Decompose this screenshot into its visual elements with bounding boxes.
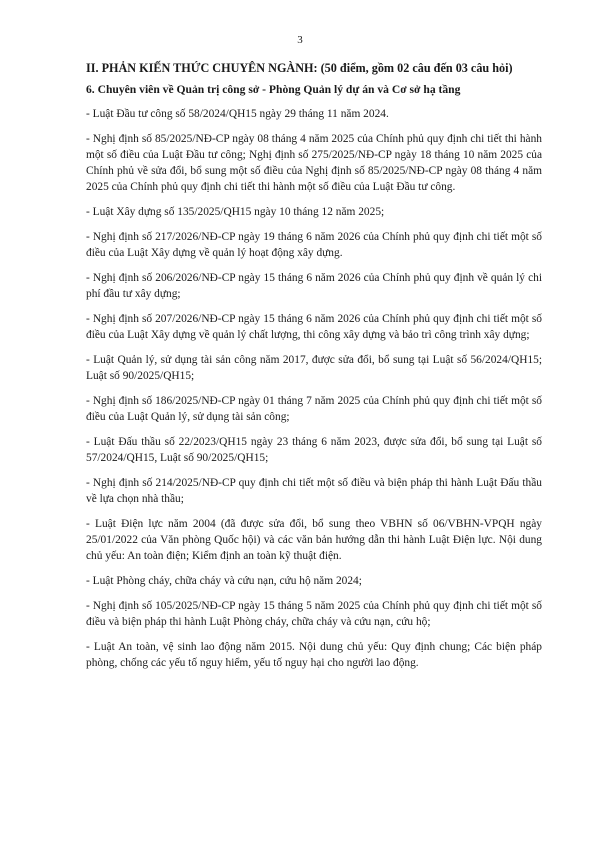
list-item: - Luật Xây dựng số 135/2025/QH15 ngày 10 tháng 12 năm 2025; <box>86 206 385 218</box>
list-item: - Luật Phòng cháy, chữa cháy và cứu nạn, cứu hộ năm 2024; <box>86 575 362 587</box>
list-item: - Nghị định số 214/2025/NĐ-CP quy định chi tiết một số điều và biện pháp thi hành Luật Đấu thầu về lựa chọn nhà thầu; <box>86 477 542 505</box>
list-item: - Luật Đầu tư công số 58/2024/QH15 ngày 29 tháng 11 năm 2024. <box>86 108 389 120</box>
list-item: - Luật Đấu thầu số 22/2023/QH15 ngày 23 tháng 6 năm 2023, được sửa đổi, bổ sung tại Luật số 57/2024/QH15, Luật số 90/2025/QH15; <box>86 436 542 464</box>
list-item: - Nghị định số 105/2025/NĐ-CP ngày 15 tháng 5 năm 2025 của Chính phủ quy định chi tiết một số điều và biện pháp thi hành Luật Phòng cháy, chữa cháy và cứu nạn, cứu hộ; <box>86 600 542 628</box>
list-item: - Luật Điện lực năm 2004 (đã được sửa đổi, bổ sung theo VBHN số 06/VBHN-VPQH ngày 25/01/2022 của Văn phòng Quốc hội) và các văn bản hướng dẫn thi hành Luật Điện lực. Nội dung chủ yếu: An toàn điện; Kiểm định an toàn kỹ thuật điện. <box>86 518 542 562</box>
sub-heading: 6. Chuyên viên về Quản trị công sở - Phòng Quản lý dự án và Cơ sở hạ tầng <box>86 83 461 96</box>
list-item: - Luật Quản lý, sử dụng tài sản công năm 2017, được sửa đổi, bổ sung tại Luật số 56/2024/QH15; Luật số 90/2025/QH15; <box>86 354 542 382</box>
section-heading: II. PHẢN KIẾN THỨC CHUYÊN NGÀNH: (50 điểm, gồm 02 câu đến 03 câu hỏi) <box>86 61 513 75</box>
list-item: - Nghị định số 85/2025/NĐ-CP ngày 08 tháng 4 năm 2025 của Chính phủ quy định chi tiết thi hành một số điều của Luật Đầu tư công; Nghị định số 275/2025/NĐ-CP ngày 18 tháng 10 năm 2025 của Chính phủ về sửa đổi, bổ sung một số điều của Nghị định số 85/2025/NĐ-CP ngày 08 tháng 4 năm 2025 của Chính phủ quy định chi tiết thi hành một số điều của Luật Đầu tư công. <box>86 133 542 193</box>
page-number: 3 <box>297 34 303 46</box>
list-item: - Nghị định số 207/2026/NĐ-CP ngày 15 tháng 6 năm 2026 của Chính phủ quy định chi tiết một số điều của Luật Xây dựng về quản lý chất lượng, thi công xây dựng và bảo trì công trình xây dựng; <box>86 313 542 341</box>
list-item: - Luật An toàn, vệ sinh lao động năm 2015. Nội dung chủ yếu: Quy định chung; Các biện pháp phòng, chống các yếu tố nguy hiểm, yếu tố nguy hại cho người lao động. <box>86 641 542 669</box>
list-item: - Nghị định số 206/2026/NĐ-CP ngày 15 tháng 6 năm 2026 của Chính phủ quy định về quản lý chi phí đầu tư xây dựng; <box>86 272 542 300</box>
list-item: - Nghị định số 186/2025/NĐ-CP ngày 01 tháng 7 năm 2025 của Chính phủ quy định chi tiết một số điều của Luật Quản lý, sử dụng tài sản công; <box>86 395 542 423</box>
list-item: - Nghị định số 217/2026/NĐ-CP ngày 19 tháng 6 năm 2026 của Chính phủ quy định chi tiết một số điều của Luật Xây dựng về quản lý hoạt động xây dựng. <box>86 231 542 259</box>
